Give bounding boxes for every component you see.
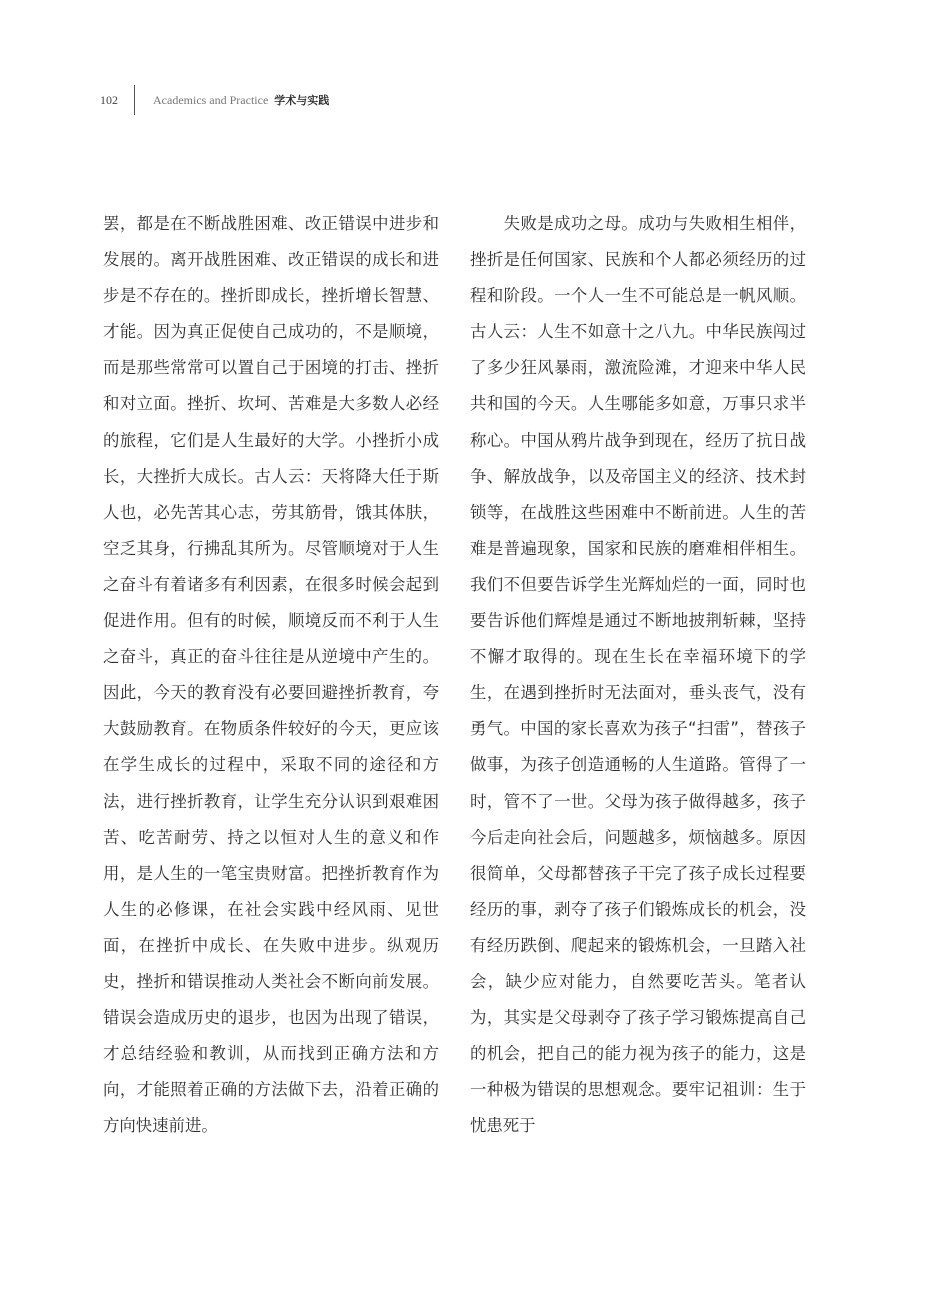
body-text-left-column: 罢，都是在不断战胜困难、改正错误中进步和发展的。离开战胜困难、改正错误的成长和进步是不存在的。挫折即成长，挫折增长智慧、才能。因为真正促使自己成功的，不是顺境，而是那些常常可以置自己于困境的打击、挫折和对立面。挫折、坎坷、苦难是大多数人必经的旅程，它们是人生最好的大学。小挫折小成长，大挫折大成长。古人云：天将降大任于斯人也，必先苦其心志，劳其筋骨，饿其体肤，空乏其身，行拂乱其所为。尽管顺境对于人生之奋斗有着诸多有利因素，在很多时候会起到促进作用。但有的时候，顺境反而不利于人生之奋斗，真正的奋斗往往是从逆境中产生的。因此，今天的教育没有必要回避挫折教育，夸大鼓励教育。在物质条件较好的今天，更应该在学生成长的过程中，采取不同的途径和方法，进行挫折教育，让学生充分认识到艰难困苦、吃苦耐劳、持之以恒对人生的意义和作用，是人生的一笔宝贵财富。把挫折教育作为人生的必修课，在社会实践中经风雨、见世面，在挫折中成长、在失败中进步。纵观历史，挫折和错误推动人类社会不断向前发展。错误会造成历史的退步，也因为出现了错误，才总结经验和教训，从而找到正确方法和方向，才能照着正确的方法做下去，沿着正确的方向快速前进。 — [103, 214, 439, 1136]
journal-title-chinese: 学术与实践 — [274, 94, 330, 107]
running-header — [100, 84, 329, 116]
body-text-right-column: 失败是成功之母。成功与失败相生相伴，挫折是任何国家、民族和个人都必须经历的过程和阶段。一个人一生不可能总是一帆风顺。古人云：人生不如意十之八九。中华民族闯过了多少狂风暴雨，激流险滩，才迎来中华人民共和国的今天。人生哪能多如意，万事只求半称心。中国从鸦片战争到现在，经历了抗日战争、解放战争，以及帝国主义的经济、技术封锁等，在战胜这些困难中不断前进。人生的苦难是普遍现象，国家和民族的磨难相伴相生。我们不但要告诉学生光辉灿烂的一面，同时也要告诉他们辉煌是通过不断地披荆斩棘，坚持不懈才取得的。现在生长在幸福环境下的学生，在遇到挫折时无法面对，垂头丧气，没有勇气。中国的家长喜欢为孩子“扫雷”，替孩子做事，为孩子创造通畅的人生道路。管得了一时，管不了一世。父母为孩子做得越多，孩子今后走向社会后，问题越多，烦恼越多。原因很简单，父母都替孩子干完了孩子成长过程要经历的事，剥夺了孩子们锻炼成长的机会，没有经历跌倒、爬起来的锻炼机会，一旦踏入社会，缺少应对能力，自然要吃苦头。笔者认为，其实是父母剥夺了孩子学习锻炼提高自己的机会，把自己的能力视为孩子的能力，这是一种极为错误的思想观念。要牢记祖训：生于忧患死于 — [470, 214, 806, 1136]
journal-title-english: Academics and Practice — [153, 92, 269, 107]
header-divider — [134, 85, 135, 115]
page-number: 102 — [100, 92, 118, 107]
